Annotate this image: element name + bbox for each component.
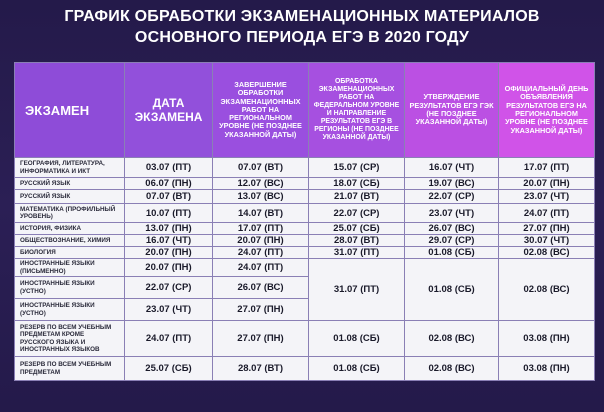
- federal-cell: 18.07 (СБ): [309, 178, 405, 190]
- table-row: [15, 357, 595, 381]
- approval-cell: 02.08 (ВС): [405, 357, 499, 381]
- official-cell: 02.08 (ВС): [499, 247, 595, 259]
- exam-cell: РЕЗЕРВ ПО ВСЕМ УЧЕБНЫМ ПРЕДМЕТАМ: [15, 357, 125, 381]
- completion-cell: 27.07 (ПН): [213, 321, 309, 357]
- header-date: ДАТА ЭКЗАМЕНА: [125, 63, 213, 158]
- table-row: [15, 321, 595, 357]
- page-title: [0, 6, 604, 48]
- completion-cell: 28.07 (ВТ): [213, 357, 309, 381]
- exam-cell: ГЕОГРАФИЯ, ЛИТЕРАТУРА, ИНФОРМАТИКА И ИКТ: [15, 158, 125, 178]
- table-row: [15, 158, 595, 178]
- exam-cell: РЕЗЕРВ ПО ВСЕМ УЧЕБНЫМ ПРЕДМЕТАМ КРОМЕ РУССКОГО ЯЗЫКА И ИНОСТРАННЫХ ЯЗЫКОВ: [15, 321, 125, 357]
- header-row: [15, 63, 595, 158]
- completion-cell: 14.07 (ВТ): [213, 204, 309, 223]
- approval-cell: 19.07 (ВС): [405, 178, 499, 190]
- approval-cell: 23.07 (ЧТ): [405, 204, 499, 223]
- date-cell: 22.07 (СР): [125, 277, 213, 299]
- completion-cell: 27.07 (ПН): [213, 299, 309, 321]
- date-cell: 07.07 (ВТ): [125, 190, 213, 204]
- header-approval: УТВЕРЖДЕНИЕ РЕЗУЛЬТАТОВ ЕГЭ ГЭК (НЕ ПОЗДНЕЕ УКАЗАННОЙ ДАТЫ): [405, 63, 499, 158]
- approval-cell: 26.07 (ВС): [405, 223, 499, 235]
- table-row: [15, 190, 595, 204]
- federal-cell: 28.07 (ВТ): [309, 235, 405, 247]
- official-cell: 30.07 (ЧТ): [499, 235, 595, 247]
- date-cell: 20.07 (ПН): [125, 259, 213, 277]
- approval-cell: 01.08 (СБ): [405, 259, 499, 321]
- completion-cell: 24.07 (ПТ): [213, 247, 309, 259]
- date-cell: 16.07 (ЧТ): [125, 235, 213, 247]
- exam-cell: БИОЛОГИЯ: [15, 247, 125, 259]
- official-cell: 03.08 (ПН): [499, 321, 595, 357]
- completion-cell: 07.07 (ВТ): [213, 158, 309, 178]
- federal-cell: 01.08 (СБ): [309, 321, 405, 357]
- federal-cell: 01.08 (СБ): [309, 357, 405, 381]
- header-completion: ЗАВЕРШЕНИЕ ОБРАБОТКИ ЭКЗАМЕНАЦИОННЫХ РАБОТ НА РЕГИОНАЛЬНОМ УРОВНЕ (НЕ ПОЗДНЕЕ УКАЗАННОЙ ДАТЫ): [213, 63, 309, 158]
- table-row: [15, 235, 595, 247]
- approval-cell: 16.07 (ЧТ): [405, 158, 499, 178]
- official-cell: 02.08 (ВС): [499, 259, 595, 321]
- title-line-2: ОСНОВНОГО ПЕРИОДА ЕГЭ В 2020 ГОДУ: [134, 29, 470, 46]
- federal-cell: 21.07 (ВТ): [309, 190, 405, 204]
- exam-cell: МАТЕМАТИКА (ПРОФИЛЬНЫЙ УРОВЕНЬ): [15, 204, 125, 223]
- completion-cell: 12.07 (ВС): [213, 178, 309, 190]
- official-cell: 03.08 (ПН): [499, 357, 595, 381]
- date-cell: 24.07 (ПТ): [125, 321, 213, 357]
- table-row: [15, 223, 595, 235]
- federal-cell: 31.07 (ПТ): [309, 259, 405, 321]
- date-cell: 06.07 (ПН): [125, 178, 213, 190]
- header-exam: ЭКЗАМЕН: [15, 63, 125, 158]
- date-cell: 10.07 (ПТ): [125, 204, 213, 223]
- completion-cell: 24.07 (ПТ): [213, 259, 309, 277]
- federal-cell: 15.07 (СР): [309, 158, 405, 178]
- header-federal: ОБРАБОТКА ЭКЗАМЕНАЦИОННЫХ РАБОТ НА ФЕДЕРАЛЬНОМ УРОВНЕ И НАПРАВЛЕНИЕ РЕЗУЛЬТАТОВ ЕГЭ В РЕГИОНЫ (НЕ ПОЗДНЕЕ УКАЗАННОЙ ДАТЫ): [309, 63, 405, 158]
- exam-cell: ИСТОРИЯ, ФИЗИКА: [15, 223, 125, 235]
- date-cell: 20.07 (ПН): [125, 247, 213, 259]
- title-line-1: ГРАФИК ОБРАБОТКИ ЭКЗАМЕНАЦИОННЫХ МАТЕРИАЛОВ: [64, 8, 540, 25]
- official-cell: 17.07 (ПТ): [499, 158, 595, 178]
- completion-cell: 17.07 (ПТ): [213, 223, 309, 235]
- federal-cell: 31.07 (ПТ): [309, 247, 405, 259]
- official-cell: 24.07 (ПТ): [499, 204, 595, 223]
- approval-cell: 01.08 (СБ): [405, 247, 499, 259]
- completion-cell: 20.07 (ПН): [213, 235, 309, 247]
- date-cell: 13.07 (ПН): [125, 223, 213, 235]
- exam-cell: РУССКИЙ ЯЗЫК: [15, 178, 125, 190]
- official-cell: 23.07 (ЧТ): [499, 190, 595, 204]
- table-row: [15, 178, 595, 190]
- exam-cell: ИНОСТРАННЫЕ ЯЗЫКИ (УСТНО): [15, 277, 125, 299]
- exam-cell: ОБЩЕСТВОЗНАНИЕ, ХИМИЯ: [15, 235, 125, 247]
- schedule-table: [14, 62, 595, 381]
- completion-cell: 26.07 (ВС): [213, 277, 309, 299]
- table-row: [15, 247, 595, 259]
- federal-cell: 22.07 (СР): [309, 204, 405, 223]
- exam-cell: РУССКИЙ ЯЗЫК: [15, 190, 125, 204]
- date-cell: 23.07 (ЧТ): [125, 299, 213, 321]
- exam-cell: ИНОСТРАННЫЕ ЯЗЫКИ (УСТНО): [15, 299, 125, 321]
- date-cell: 25.07 (СБ): [125, 357, 213, 381]
- date-cell: 03.07 (ПТ): [125, 158, 213, 178]
- header-official: ОФИЦИАЛЬНЫЙ ДЕНЬ ОБЪЯВЛЕНИЯ РЕЗУЛЬТАТОВ ЕГЭ НА РЕГИОНАЛЬНОМ УРОВНЕ (НЕ ПОЗДНЕЕ УКАЗАННОЙ ДАТЫ): [499, 63, 595, 158]
- approval-cell: 02.08 (ВС): [405, 321, 499, 357]
- approval-cell: 29.07 (СР): [405, 235, 499, 247]
- exam-cell: ИНОСТРАННЫЕ ЯЗЫКИ (ПИСЬМЕННО): [15, 259, 125, 277]
- table-row: [15, 204, 595, 223]
- official-cell: 27.07 (ПН): [499, 223, 595, 235]
- federal-cell: 25.07 (СБ): [309, 223, 405, 235]
- approval-cell: 22.07 (СР): [405, 190, 499, 204]
- completion-cell: 13.07 (ВС): [213, 190, 309, 204]
- table-row: [15, 259, 595, 277]
- official-cell: 20.07 (ПН): [499, 178, 595, 190]
